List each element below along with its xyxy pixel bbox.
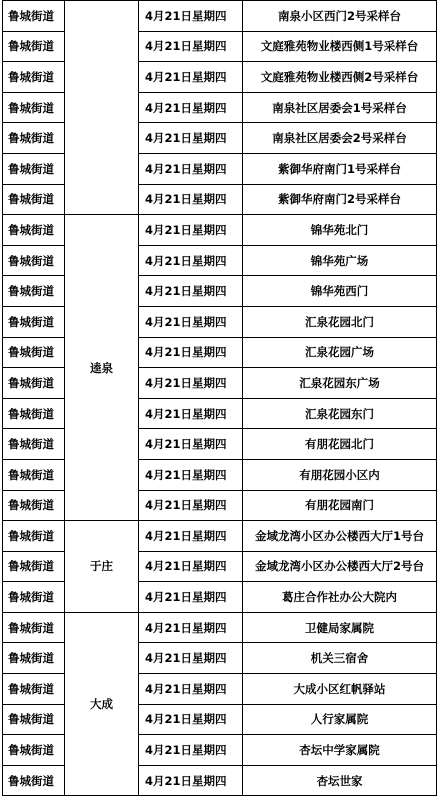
street-cell: 鲁城街道: [3, 398, 65, 429]
site-cell: 大成小区红帆驿站: [243, 674, 437, 705]
site-cell: 有朋花园南门: [243, 490, 437, 521]
date-cell: 4月21日星期四: [139, 459, 243, 490]
street-cell: 鲁城街道: [3, 92, 65, 123]
site-cell: 杏坛世家: [243, 765, 437, 796]
date-cell: 4月21日星期四: [139, 398, 243, 429]
table-row: [3, 215, 437, 246]
street-cell: 鲁城街道: [3, 551, 65, 582]
date-cell: 4月21日星期四: [139, 184, 243, 215]
date-cell: 4月21日星期四: [139, 490, 243, 521]
street-cell: 鲁城街道: [3, 31, 65, 62]
date-cell: 4月21日星期四: [139, 643, 243, 674]
date-cell: 4月21日星期四: [139, 1, 243, 32]
table-row: [3, 521, 437, 552]
street-cell: 鲁城街道: [3, 735, 65, 766]
date-cell: 4月21日星期四: [139, 368, 243, 399]
site-cell: 有朋花园北门: [243, 429, 437, 460]
site-cell: 卫健局家属院: [243, 612, 437, 643]
area-cell: 逵泉: [65, 215, 139, 521]
street-cell: 鲁城街道: [3, 612, 65, 643]
site-cell: 金域龙湾小区办公楼西大厅2号台: [243, 551, 437, 582]
site-cell: 锦华苑北门: [243, 215, 437, 246]
site-cell: 杏坛中学家属院: [243, 735, 437, 766]
date-cell: 4月21日星期四: [139, 521, 243, 552]
date-cell: 4月21日星期四: [139, 674, 243, 705]
street-cell: 鲁城街道: [3, 765, 65, 796]
site-cell: 锦华苑广场: [243, 245, 437, 276]
site-cell: 汇泉花园北门: [243, 306, 437, 337]
date-cell: 4月21日星期四: [139, 276, 243, 307]
street-cell: 鲁城街道: [3, 184, 65, 215]
date-cell: 4月21日星期四: [139, 123, 243, 154]
date-cell: 4月21日星期四: [139, 245, 243, 276]
area-cell: 于庄: [65, 521, 139, 613]
street-cell: 鲁城街道: [3, 245, 65, 276]
date-cell: 4月21日星期四: [139, 306, 243, 337]
site-cell: 人行家属院: [243, 704, 437, 735]
street-cell: 鲁城街道: [3, 123, 65, 154]
date-cell: 4月21日星期四: [139, 337, 243, 368]
street-cell: 鲁城街道: [3, 643, 65, 674]
street-cell: 鲁城街道: [3, 459, 65, 490]
date-cell: 4月21日星期四: [139, 429, 243, 460]
area-cell: 大成: [65, 612, 139, 796]
site-cell: 机关三宿舍: [243, 643, 437, 674]
site-cell: 南泉社区居委会2号采样台: [243, 123, 437, 154]
site-cell: 南泉社区居委会1号采样台: [243, 92, 437, 123]
date-cell: 4月21日星期四: [139, 612, 243, 643]
table-row: [3, 1, 437, 32]
date-cell: 4月21日星期四: [139, 735, 243, 766]
site-cell: 葛庄合作社办公大院内: [243, 582, 437, 613]
date-cell: 4月21日星期四: [139, 704, 243, 735]
street-cell: 鲁城街道: [3, 1, 65, 32]
site-cell: 文庭雅苑物业楼西侧2号采样台: [243, 62, 437, 93]
table-row: [3, 612, 437, 643]
street-cell: 鲁城街道: [3, 582, 65, 613]
street-cell: 鲁城街道: [3, 521, 65, 552]
area-cell: [65, 1, 139, 215]
site-cell: 汇泉花园东门: [243, 398, 437, 429]
street-cell: 鲁城街道: [3, 62, 65, 93]
street-cell: 鲁城街道: [3, 429, 65, 460]
street-cell: 鲁城街道: [3, 704, 65, 735]
site-cell: 锦华苑西门: [243, 276, 437, 307]
date-cell: 4月21日星期四: [139, 551, 243, 582]
street-cell: 鲁城街道: [3, 337, 65, 368]
site-cell: 文庭雅苑物业楼西侧1号采样台: [243, 31, 437, 62]
street-cell: 鲁城街道: [3, 276, 65, 307]
date-cell: 4月21日星期四: [139, 92, 243, 123]
site-cell: 南泉小区西门2号采样台: [243, 1, 437, 32]
site-cell: 紫御华府南门2号采样台: [243, 184, 437, 215]
site-cell: 汇泉花园东广场: [243, 368, 437, 399]
site-cell: 紫御华府南门1号采样台: [243, 153, 437, 184]
date-cell: 4月21日星期四: [139, 765, 243, 796]
date-cell: 4月21日星期四: [139, 62, 243, 93]
street-cell: 鲁城街道: [3, 490, 65, 521]
site-cell: 汇泉花园广场: [243, 337, 437, 368]
street-cell: 鲁城街道: [3, 368, 65, 399]
street-cell: 鲁城街道: [3, 153, 65, 184]
sampling-site-table: [2, 0, 437, 796]
site-cell: 有朋花园小区内: [243, 459, 437, 490]
date-cell: 4月21日星期四: [139, 582, 243, 613]
street-cell: 鲁城街道: [3, 215, 65, 246]
date-cell: 4月21日星期四: [139, 31, 243, 62]
site-cell: 金域龙湾小区办公楼西大厅1号台: [243, 521, 437, 552]
street-cell: 鲁城街道: [3, 306, 65, 337]
date-cell: 4月21日星期四: [139, 153, 243, 184]
table-body: [3, 1, 437, 796]
date-cell: 4月21日星期四: [139, 215, 243, 246]
street-cell: 鲁城街道: [3, 674, 65, 705]
